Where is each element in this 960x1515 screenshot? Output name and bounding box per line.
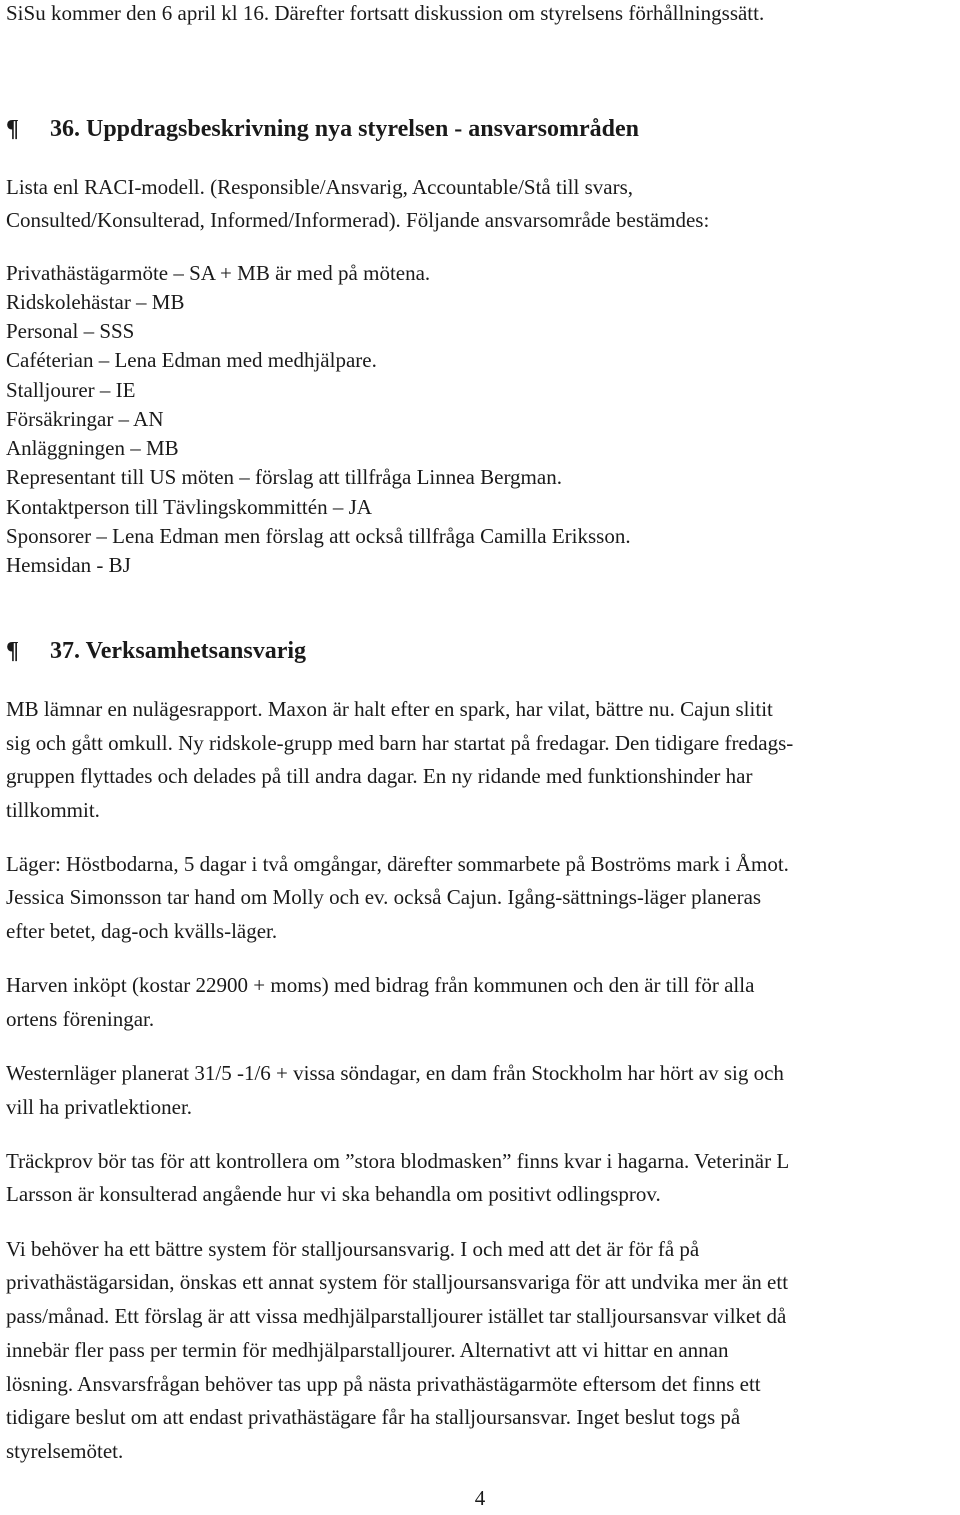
paragraph-line: gruppen flyttades och delades på till andra dagar. En ny ridande med funktionshinder har	[6, 764, 753, 788]
paragraph-line: ortens föreningar.	[6, 1007, 155, 1031]
paragraph-line: vill ha privatlektioner.	[6, 1095, 193, 1119]
intro-line: SiSu kommer den 6 april kl 16. Därefter fortsatt diskussion om styrelsens förhållningssätt.	[6, 1, 765, 25]
paragraph-line: Vi behöver ha ett bättre system för stalljoursansvarig. I och med att det är för få på	[6, 1237, 700, 1261]
paragraph-line: efter betet, dag-och kvälls-läger.	[6, 919, 278, 943]
paragraph-line: pass/månad. Ett förslag är att vissa medhjälparstalljourer istället tar stalljoursansvar vilket då	[6, 1304, 787, 1328]
responsibility-item: Privathästägarmöte – SA + MB är med på mötena.	[6, 261, 431, 285]
responsibility-item: Anläggningen – MB	[6, 436, 179, 460]
paragraph-line: lösning. Ansvarsfrågan behöver tas upp på nästa privathästägarmöte eftersom det finns ett	[6, 1372, 761, 1396]
section-37-title: 37. Verksamhetsansvarig	[50, 638, 307, 664]
section-36-title: 36. Uppdragsbeskrivning nya styrelsen - ansvarsområden	[50, 116, 639, 142]
responsibility-item: Kontaktperson till Tävlingskommittén – JA	[6, 495, 372, 519]
paragraph-line: Westernläger planerat 31/5 -1/6 + vissa söndagar, en dam från Stockholm har hört av sig och	[6, 1061, 784, 1085]
paragraph-line: styrelsemötet.	[6, 1439, 124, 1463]
paragraph-line: Läger: Höstbodarna, 5 dagar i två omgångar, därefter sommarbete på Boströms mark i Åmot.	[6, 852, 789, 876]
paragraph-line: privathästägarsidan, önskas ett annat system för stalljoursansvariga för att undvika mer än ett	[6, 1270, 789, 1294]
section-36-heading	[6, 114, 639, 144]
paragraph-line: tillkommit.	[6, 798, 100, 822]
paragraph-line: Träckprov bör tas för att kontrollera om ”stora blodmasken” finns kvar i hagarna. Veterinär L	[6, 1149, 790, 1173]
responsibility-item: Ridskolehästar – MB	[6, 290, 185, 314]
paragraph-line: Jessica Simonsson tar hand om Molly och ev. också Cajun. Igång-sättnings-läger planeras	[6, 885, 762, 909]
page-number: 4	[474, 1486, 486, 1510]
responsibility-item: Sponsorer – Lena Edman men förslag att också tillfråga Camilla Eriksson.	[6, 524, 631, 548]
section-36-intro-line: Consulted/Konsulterad, Informed/Informerad). Följande ansvarsområde bestämdes:	[6, 208, 710, 232]
paragraph-line: innebär fler pass per termin för medhjälparstalljourer. Alternativt att vi hittar en annan	[6, 1338, 729, 1362]
pilcrow-icon: ¶	[6, 116, 19, 142]
paragraph-line: Harven inköpt (kostar 22900 + moms) med bidrag från kommunen och den är till för alla	[6, 973, 755, 997]
paragraph-line: MB lämnar en nulägesrapport. Maxon är halt efter en spark, har vilat, bättre nu. Cajun slitit	[6, 697, 773, 721]
paragraph-line: sig och gått omkull. Ny ridskole-grupp med barn har startat på fredagar. Den tidigare fredags-	[6, 731, 794, 755]
section-36-intro-line: Lista enl RACI-modell. (Responsible/Ansvarig, Accountable/Stå till svars,	[6, 175, 633, 199]
section-37-heading	[6, 636, 306, 666]
paragraph-line: Larsson är konsulterad angående hur vi ska behandla om positivt odlingsprov.	[6, 1182, 661, 1206]
responsibility-item: Försäkringar – AN	[6, 407, 164, 431]
responsibility-item: Representant till US möten – förslag att tillfråga Linnea Bergman.	[6, 465, 562, 489]
responsibility-item: Caféterian – Lena Edman med medhjälpare.	[6, 348, 377, 372]
responsibility-item: Personal – SSS	[6, 319, 135, 343]
pilcrow-icon: ¶	[6, 638, 19, 664]
paragraph-line: tidigare beslut om att endast privathästägare får ha stalljoursansvar. Inget beslut togs på	[6, 1405, 741, 1429]
responsibility-item: Hemsidan - BJ	[6, 553, 131, 577]
responsibility-item: Stalljourer – IE	[6, 378, 136, 402]
